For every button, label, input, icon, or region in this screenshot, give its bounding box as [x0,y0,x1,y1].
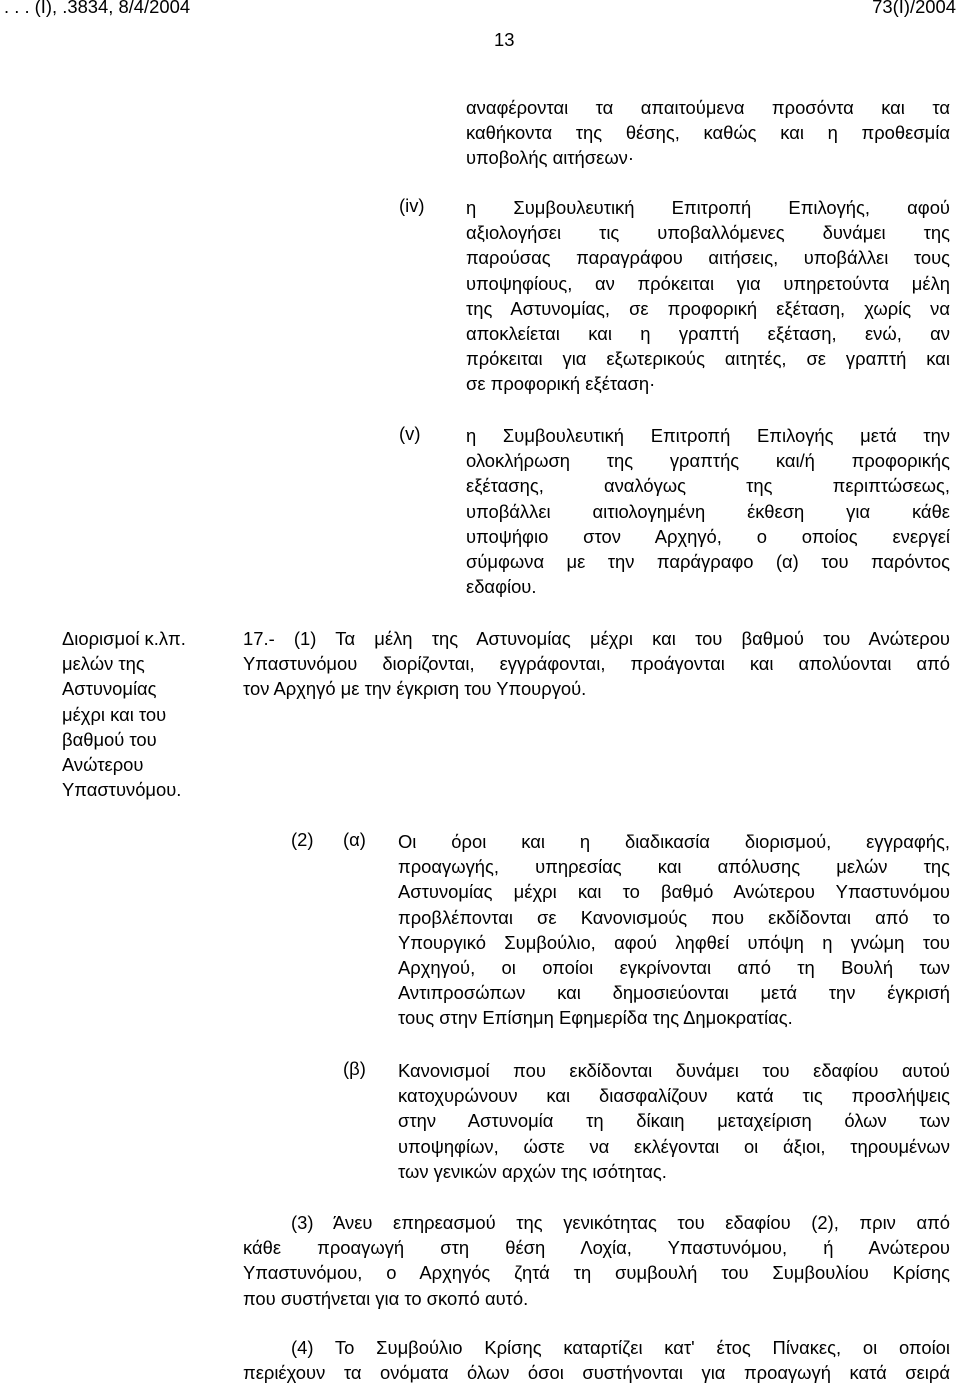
page-number: 13 [494,29,515,50]
text-line: κάθε προαγωγή στη θέση Λοχία, Υπαστυνόμου, ή Ανώτερου [243,1237,950,1259]
text-line: κατοχυρώνουν και διασφαλίζουν κατά τις προσλήψεις [398,1085,950,1107]
text-line: σε προφορική εξέταση· [466,373,656,395]
para-a-text [398,829,950,1031]
text-line: περιέχουν τα ονόματα όλων όσοι συστήνονται για προαγωγή κατά σειρά [243,1362,950,1384]
text-line: αποκλείεται και η γραπτή εξέταση, ενώ, αν [466,323,950,345]
text-line: (4) Το Συμβούλιο Κρίσης καταρτίζει κατ' έτος Πίνακες, οι οποίοι [291,1337,950,1358]
text-line: Αρχηγού, οι οποίοι εγκρίνονται από τη Βουλή των [398,957,950,979]
text-line: υποψήφιο στον Αρχηγό, ο οποίος ενεργεί [466,525,950,547]
section-17-text [243,626,950,702]
margin-note-line: βαθμού του [62,728,157,750]
text-line: Υπουργικό Συμβούλιο, αφού ληφθεί υπόψη η γνώμη του [398,931,950,953]
text-line: που συστήνεται για το σκοπό αυτό. [243,1287,529,1309]
text-line: παρούσας παραγράφου αιτήσεις, υποβάλλει τους [466,247,950,269]
item-iii-tail [466,95,950,171]
margin-note [62,626,242,802]
margin-note-line: Ανώτερου [62,754,144,776]
subsection-2-marker: (2) [291,829,314,850]
text-line: στην Αστυνομία τη δίκαιη μεταχείριση όλων των [398,1110,950,1132]
text-line: καθήκοντα της θέσης, καθώς και η προθεσμία [466,122,950,144]
text-line: πρόκειται για εξωτερικούς αιτητές, σε γραπτή και [466,348,950,370]
margin-note-line: Αστυνομίας [62,678,157,700]
text-line: 17.- (1) Τα μέλη της Αστυνομίας μέχρι και του βαθμού του Ανώτερου [243,628,950,649]
text-line: υποψηφίων, ώστε να εκλέγονται οι άξιοι, τηρουμένων [398,1135,950,1157]
text-line: εξέτασης, αναλόγως της περιπτώσεως, [466,475,950,497]
margin-note-line: μέχρι και του [62,703,167,725]
text-line: υποβάλλει αιτιολογημένη έκθεση για κάθε [466,500,950,522]
text-line: αξιολογήσει τις υποβαλλόμενες δυνάμει της [466,222,950,244]
text-line: αναφέρονται τα απαιτούμενα προσόντα και τα [466,97,950,118]
text-line: των γενικών αρχών της ισότητας. [398,1160,667,1182]
subsection-3-text [243,1210,950,1311]
text-line: Οι όροι και η διαδικασία διορισμού, εγγραφής, [398,831,950,852]
text-line: Υπαστυνόμου, ο Αρχηγός ζητά τη συμβουλή του Συμβουλίου Κρίσης [243,1262,950,1284]
text-line: Υπαστυνόμου διορίζονται, εγγράφονται, προάγονται και απολύονται από [243,653,950,675]
text-line: Αστυνομίας μέχρι και το βαθμό Ανώτερου Υπαστυνόμου [398,881,950,903]
header-right: 73(I)/2004 [872,0,956,17]
text-line: ολοκλήρωση της γραπτής και/ή προφορικής [466,450,950,472]
header-left: . . . (I), .3834, 8/4/2004 [4,0,191,17]
margin-note-line: Υπαστυνόμου. [62,779,182,801]
item-v-marker: (v) [399,423,421,444]
text-line: της Αστυνομίας, σε προφορική εξέταση, χωρίς να [466,297,950,319]
text-line: υποβολής αιτήσεων· [466,147,635,169]
margin-note-line: Διορισμοί κ.λπ. [62,628,186,649]
text-line: τους στην Επίσημη Εφημερίδα της Δημοκρατίας. [398,1007,793,1029]
item-v-text [466,423,950,599]
text-line: Κανονισμοί που εκδίδονται δυνάμει του εδαφίου αυτού [398,1060,950,1081]
margin-note-line: μελών της [62,653,145,675]
text-line: (3) Άνευ επηρεασμού της γενικότητας του εδαφίου (2), πριν από [291,1212,950,1233]
text-line: εδαφίου. [466,576,537,598]
text-line: η Συμβουλευτική Επιτροπή Επιλογής, αφού [466,197,950,218]
item-iv-marker: (iv) [399,195,425,216]
text-line: σύμφωνα με την παράγραφο (α) του παρόντος [466,551,950,573]
text-line: η Συμβουλευτική Επιτροπή Επιλογής μετά την [466,425,950,446]
text-line: τον Αρχηγό με την έγκριση του Υπουργού. [243,678,587,700]
text-line: υποψηφίους, αν πρόκειται για υπηρετούντα μέλη [466,272,950,294]
text-line: Αντιπροσώπων και δημοσιεύονται μετά την έγκρισή [398,982,950,1004]
para-b-marker: (β) [343,1058,366,1079]
text-line: προβλέπονται σε Κανονισμούς που εκδίδονται από το [398,906,950,928]
text-line: προαγωγής, υπηρεσίας και απόλυσης μελών της [398,856,950,878]
item-iv-text [466,195,950,397]
subsection-4-text [243,1335,950,1385]
para-a-marker: (α) [343,829,366,850]
para-b-text [398,1058,950,1184]
